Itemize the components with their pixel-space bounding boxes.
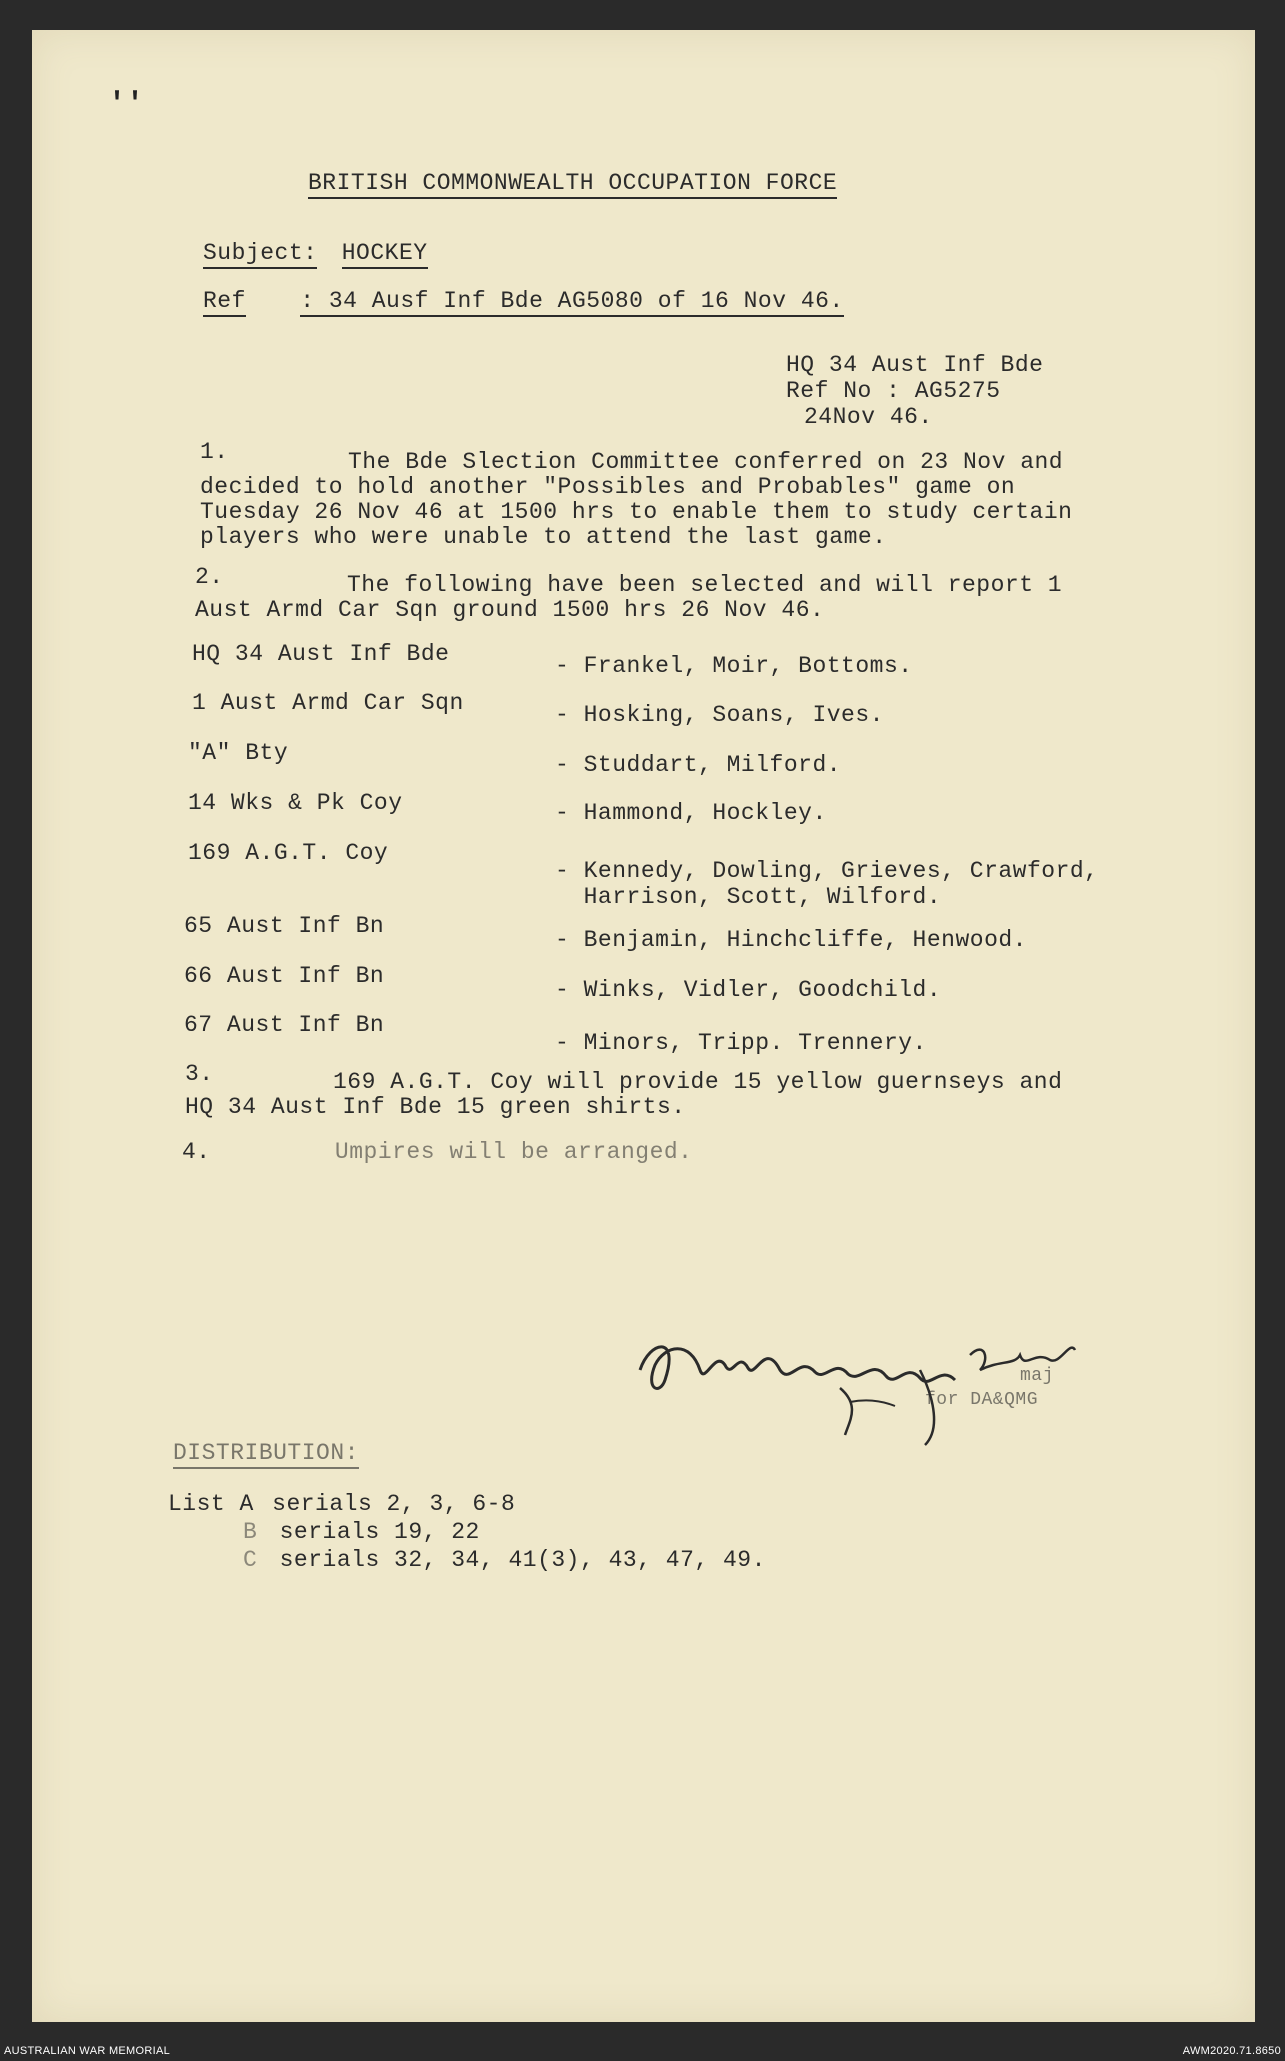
player-names: - Winks, Vidler, Goodchild. bbox=[555, 977, 942, 1003]
paragraph-number: 3. bbox=[185, 1061, 214, 1087]
paragraph-3-text bbox=[185, 1070, 1125, 1120]
paragraph-number: 4. bbox=[182, 1139, 211, 1165]
text-line: The following have been selected and will report 1 bbox=[347, 572, 1063, 598]
text-line: The Bde Slection Committee conferred on 23 Nov and bbox=[348, 449, 1064, 475]
distribution-row bbox=[168, 1546, 766, 1574]
text-line: Tuesday 26 Nov 46 at 1500 hrs to enable them to study certain bbox=[200, 499, 1073, 525]
from-line: HQ 34 Aust Inf Bde bbox=[786, 352, 1044, 378]
text-line: 169 A.G.T. Coy will provide 15 yellow guernseys and bbox=[333, 1069, 1063, 1095]
subject-line bbox=[203, 240, 428, 266]
distribution-serials: serials 2, 3, 6-8 bbox=[272, 1491, 516, 1517]
player-names: - Frankel, Moir, Bottoms. bbox=[555, 653, 913, 679]
distribution-label: DISTRIBUTION: bbox=[173, 1440, 359, 1469]
distribution-serials: serials 19, 22 bbox=[279, 1519, 480, 1545]
player-line: - Kennedy, Dowling, Grieves, Crawford, bbox=[555, 858, 1099, 884]
paragraph-1-text bbox=[200, 450, 1120, 550]
paragraph-2-text bbox=[195, 573, 1115, 623]
subject-label: Subject: bbox=[203, 240, 317, 269]
unit-name: 65 Aust Inf Bn bbox=[184, 913, 385, 939]
player-names: - Studdart, Milford. bbox=[555, 752, 842, 778]
player-names: - Hosking, Soans, Ives. bbox=[555, 702, 884, 728]
distribution-list-name: B bbox=[243, 1519, 258, 1545]
unit-name: 67 Aust Inf Bn bbox=[184, 1012, 385, 1038]
text-line: decided to hold another "Possibles and Probables" game on bbox=[200, 474, 1016, 500]
footer-credit: AUSTRALIAN WAR MEMORIAL bbox=[4, 2045, 171, 2057]
ref-line bbox=[203, 288, 844, 314]
unit-name: "A" Bty bbox=[188, 740, 289, 766]
from-line: Ref No : AG5275 bbox=[786, 378, 1001, 404]
player-names: - Minors, Tripp. Trennery. bbox=[555, 1030, 927, 1056]
player-names bbox=[555, 858, 1099, 910]
text-line: HQ 34 Aust Inf Bde 15 green shirts. bbox=[185, 1094, 686, 1120]
paragraph-4 bbox=[182, 1140, 692, 1165]
text-line: Aust Armd Car Sqn ground 1500 hrs 26 Nov 46. bbox=[195, 597, 825, 623]
distribution-list-name: C bbox=[243, 1547, 258, 1573]
signature-rank: maj bbox=[1020, 1366, 1054, 1386]
unit-name: 169 A.G.T. Coy bbox=[188, 840, 389, 866]
paragraph-number: 2. bbox=[195, 564, 224, 590]
paragraph-number: 1. bbox=[200, 439, 229, 465]
distribution-row bbox=[168, 1518, 766, 1546]
ref-label: Ref bbox=[203, 288, 246, 317]
ref-value: : 34 Ausf Inf Bde AG5080 of 16 Nov 46. bbox=[300, 288, 844, 317]
unit-name: 1 Aust Armd Car Sqn bbox=[192, 690, 464, 716]
player-names: - Benjamin, Hinchcliffe, Henwood. bbox=[555, 927, 1027, 953]
distribution-row bbox=[168, 1490, 766, 1518]
footer-catalog-number: AWM2020.71.8650 bbox=[1182, 2045, 1281, 2057]
unit-name: HQ 34 Aust Inf Bde bbox=[192, 641, 450, 667]
distribution-serials: serials 32, 34, 41(3), 43, 47, 49. bbox=[279, 1547, 766, 1573]
player-line: Harrison, Scott, Wilford. bbox=[555, 884, 942, 910]
text-line: players who were unable to attend the last game. bbox=[200, 524, 887, 550]
distribution-list bbox=[168, 1490, 766, 1574]
page-mark: ′′ bbox=[108, 88, 145, 122]
document-heading: BRITISH COMMONWEALTH OCCUPATION FORCE bbox=[308, 170, 837, 199]
from-line: 24Nov 46. bbox=[804, 404, 933, 430]
distribution-list-name: List A bbox=[168, 1491, 254, 1517]
from-block bbox=[786, 352, 1043, 430]
subject-value: HOCKEY bbox=[342, 240, 428, 269]
unit-name: 14 Wks & Pk Coy bbox=[188, 790, 403, 816]
signature-subline: for DA&QMG bbox=[925, 1390, 1039, 1410]
paragraph-text: Umpires will be arranged. bbox=[334, 1139, 693, 1165]
player-names: - Hammond, Hockley. bbox=[555, 800, 827, 826]
unit-name: 66 Aust Inf Bn bbox=[184, 963, 385, 989]
signature bbox=[620, 1310, 1100, 1455]
